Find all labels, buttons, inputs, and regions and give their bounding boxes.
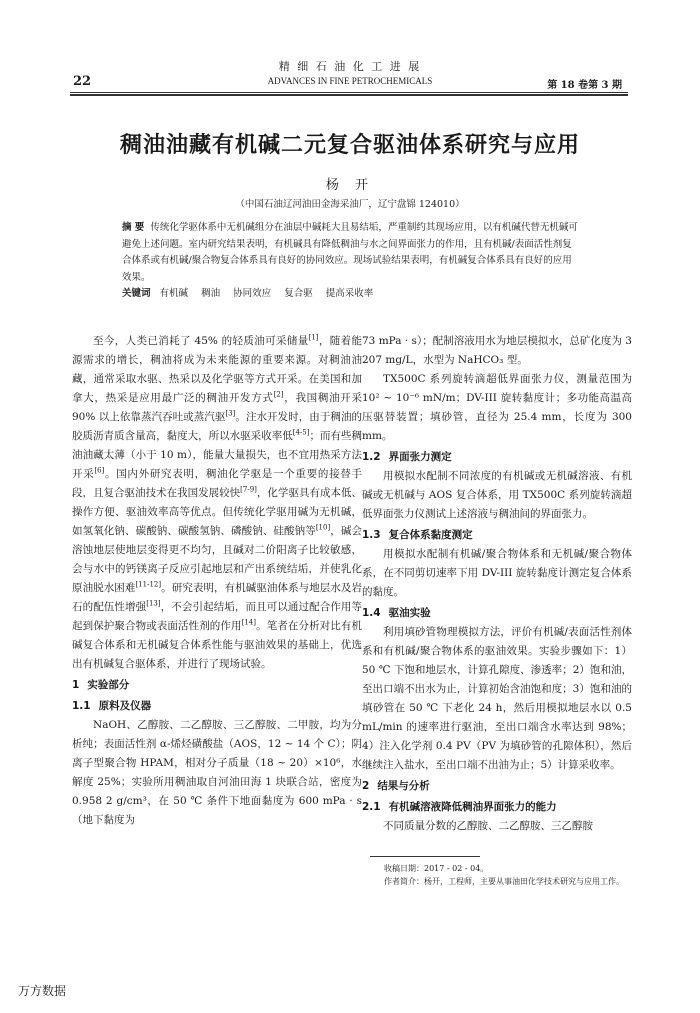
viscosity-paragraph: 用模拟水配制有机碱/聚合物体系和无机碱/聚合物体系，在不同剪切速率下用 DV-III 旋转黏度计测定复合体系的黏度。	[362, 548, 632, 598]
left-column	[72, 332, 362, 830]
section-heading-2: 2 结果与分析	[362, 780, 430, 792]
volume-issue: 第 18 卷第 3 期	[547, 80, 622, 91]
citation: [2]	[273, 390, 284, 399]
citation: [3]	[225, 409, 236, 418]
citation: [10]	[315, 523, 331, 532]
materials-continued: 73 mPa · s）；配制溶液用水为地层模拟水，总矿化度为 3 207 mg/L，水型为 NaHCO₃ 型。	[362, 335, 632, 366]
section-heading-1-4: 1.4 驱油实验	[362, 607, 431, 619]
abstract-block	[122, 220, 578, 303]
abstract	[122, 220, 578, 286]
keywords	[122, 286, 578, 303]
page-number: 22	[73, 74, 92, 89]
citation: [4-5]	[292, 428, 310, 437]
keyword: 有机碱	[159, 288, 189, 299]
materials-paragraph: NaOH、乙醇胺、二乙醇胺、三乙醇胺、二甲胺，均为分析纯；表面活性剂 α-烯烃磺酸盐（AOS，12 ~ 14 个 C）；阴离子型聚合物 HPAM，相对分子质量（18 ~ 20）×10⁶，水解度 25%；实验所用稠油取自河油田海 1 块联合站，密度为 0.958 2 g/cm³，在 50 ℃ 条件下地面黏度为 600 mPa · s（地下黏度为	[72, 719, 362, 826]
header-rule-thick	[70, 94, 628, 96]
keyword: 复合驱	[284, 288, 313, 299]
keyword: 稠油	[201, 288, 221, 299]
footnote-rule	[370, 856, 480, 857]
article-title: 稠油油藏有机碱二元复合驱油体系研究与应用	[119, 133, 580, 158]
results-paragraph: 不同质量分数的乙醇胺、二乙醇胺、三乙醇胺	[383, 820, 593, 832]
author-bio: 作者简介：杨开，工程师，主要从事油田化学技术研究与应用工作。	[384, 877, 624, 886]
footnote	[384, 862, 634, 888]
journal-name-cn: 精 细 石 油 化 工 进 展	[278, 60, 422, 73]
section-heading-1-2: 1.2 界面张力测定	[362, 451, 452, 463]
watermark: 万方数据	[18, 984, 67, 998]
right-column	[362, 332, 632, 836]
journal-name-en: ADVANCES IN FINE PETROCHEMICALS	[267, 76, 433, 86]
keywords-label: 关键词	[122, 288, 151, 299]
ift-paragraph: 用模拟水配制不同浓度的有机碱或无机碱溶液、有机碱或无机碱与 AOS 复合体系，用 TX500C 系列旋转滴超低界面张力仪测试上述溶液与稠油间的界面张力。	[362, 470, 632, 520]
citation: [6]	[94, 466, 105, 475]
citation: [13]	[146, 599, 161, 608]
received-date: 收稿日期：2017 - 02 - 04。	[384, 864, 489, 873]
section-heading-1-3: 1.3 复合体系黏度测定	[362, 529, 473, 541]
intro-paragraph: 至今，人类已消耗了 45% 的轻质油可采储量[1]，随着能源需求的增长，稠油将成为未来能源的重要来源。对稠油油藏，通常采取水驱、热采以及化学驱等方式开采。在美国和加拿大，热采是应用最广泛的稠油开发方式[2]，我国稠油开采 90% 以上依靠蒸汽吞吐或蒸汽驱[3]。注水开发时，由于稠油的胶质沥青质含量高，黏度大，所以水驱采收率低[4-5]；而有些稠油油藏太薄（小于 10 m），能量大量损失，也不宜用热采方法开采[6]。国内外研究表明，稠油化学驱是一个重要的接替手段，且复合驱油技术在我国发展较快[7-9]，化学驱具有成本低、操作方便、驱油效率高等优点。但传统化学驱用碱为无机碱，如氢氧化钠、碳酸钠、碳酸氢钠、磷酸钠、硅酸钠等[10]，碱会溶蚀地层使地层变得更不均匀，且碱对二价阳离子比较敏感，会与水中的钙镁离子反应引起地层和产出系统结垢，并使乳化原油脱水困难[11-12]。研究表明，有机碱驱油体系与地层水及岩石的配伍性增强[13]，不会引起结垢，而且可以通过配合作用等起到保护聚合物或表面活性剂的作用[14]。笔者在分析对比有机碱复合体系和无机碱复合体系性能与驱油效果的基础上，优选出有机碱复合驱体系，并进行了现场试验。	[72, 333, 363, 670]
abstract-label: 摘 要	[122, 222, 145, 233]
citation: [7-9]	[240, 485, 257, 494]
citation: [11-12]	[135, 580, 162, 589]
keyword: 提高采收率	[325, 288, 374, 299]
section-heading-1-1: 1.1 原料及仪器	[72, 700, 152, 712]
abstract-text: 传统化学驱体系中无机碱组分在油层中碱耗大且易结垢，严重制约其现场应用，以有机碱代替无机碱可避免上述问题。室内研究结果表明，有机碱具有降低稠油与水之间界面张力的作用，且有机碱/表面活性剂复合体系或有机碱/聚合物复合体系具有良好的协同效应。现场试验结果表明，有机碱复合体系具有良好的应用效果。	[122, 222, 578, 283]
section-heading-1: 1 实验部分	[72, 679, 130, 691]
author-affiliation: （中国石油辽河油田金海采油厂，辽宁盘锦 124010）	[235, 199, 465, 210]
section-heading-2-1: 2.1 有机碱溶液降低稠油界面张力的能力	[362, 801, 557, 813]
citation: [14]	[241, 618, 256, 627]
header-rule-thin	[70, 92, 628, 93]
instruments-paragraph: TX500C 系列旋转滴超低界面张力仪，测量范围为 10² ~ 10⁻⁶ mN/m；DV-III 旋转黏度计；多功能高温高压驱替装置；填砂管，直径为 25.4 mm，长度为 300 mm。	[362, 373, 632, 442]
author-name: 杨 开	[325, 178, 375, 193]
keyword: 协同效应	[233, 288, 272, 299]
citation: [1]	[308, 333, 319, 342]
page-header	[0, 0, 700, 100]
flooding-paragraph: 利用填砂管物理模拟方法，评价有机碱/表面活性剂体系和有机碱/聚合物体系的驱油效果。实验步骤如下：1）50 ℃ 下饱和地层水，计算孔隙度、渗透率；2）饱和油，至出口端不出水为止，计算初始含油饱和度；3）饱和油的填砂管在 50 ℃ 下老化 24 h，然后用模拟地层水以 0.5 mL/min 的速率进行驱油，至出口端含水率达到 98%；4）注入化学剂 0.4 PV（PV 为填砂管的孔隙体积），然后继续注入盐水，至出口端不出油为止；5）计算采收率。	[362, 626, 632, 771]
